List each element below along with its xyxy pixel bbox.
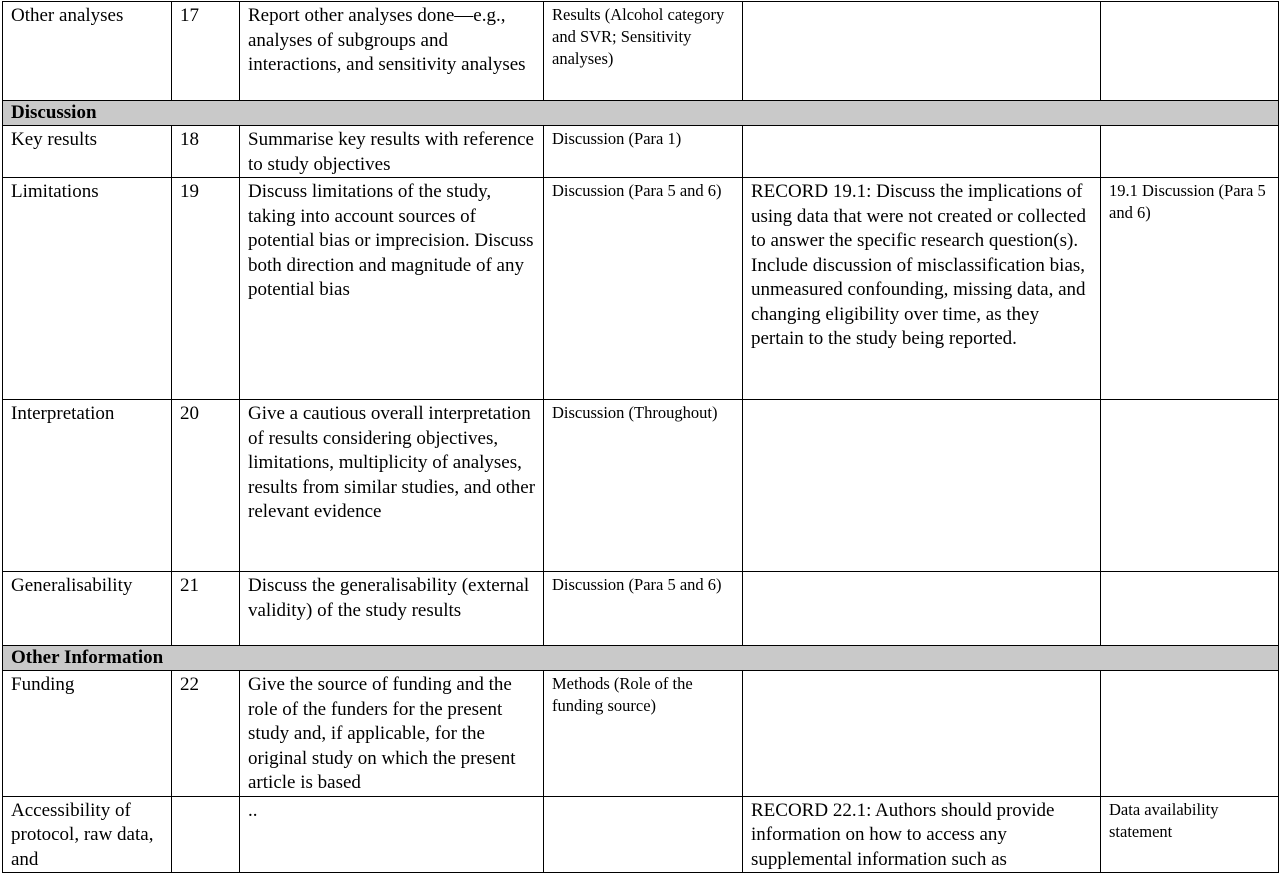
record-item-cell: RECORD 22.1: Authors should provide information on how to access any supplemental information such as	[743, 796, 1101, 873]
table-row	[3, 572, 1279, 646]
record-location-cell	[1101, 671, 1279, 797]
topic-cell: Interpretation	[3, 400, 172, 572]
recommendation-cell: Discuss limitations of the study, taking into account sources of potential bias or imprecision. Discuss both direction and magnitude of any potential bias	[240, 178, 544, 400]
topic-cell: Accessibility of protocol, raw data, and	[3, 796, 172, 873]
topic-cell: Key results	[3, 126, 172, 178]
record-item-cell	[743, 572, 1101, 646]
table-row	[3, 126, 1279, 178]
record-location-cell	[1101, 126, 1279, 178]
recommendation-cell: Discuss the generalisability (external validity) of the study results	[240, 572, 544, 646]
topic-cell: Funding	[3, 671, 172, 797]
record-item-cell	[743, 2, 1101, 101]
table-row	[3, 400, 1279, 572]
topic-cell: Limitations	[3, 178, 172, 400]
table-row	[3, 671, 1279, 797]
recommendation-cell: Summarise key results with reference to study objectives	[240, 126, 544, 178]
record-item-cell: RECORD 19.1: Discuss the implications of using data that were not created or collected to answer the specific research question(s). Include discussion of misclassification bias, unmeasured confounding, missing data, and changing eligibility over time, as they pertain to the study being reported.	[743, 178, 1101, 400]
table-row	[3, 178, 1279, 400]
topic-cell: Other analyses	[3, 2, 172, 101]
recommendation-cell: Give a cautious overall interpretation of results considering objectives, limitations, multiplicity of analyses, results from similar studies, and other relevant evidence	[240, 400, 544, 572]
item-number-cell: 17	[172, 2, 240, 101]
recommendation-cell: ..	[240, 796, 544, 873]
item-number-cell: 19	[172, 178, 240, 400]
location-cell: Discussion (Para 1)	[544, 126, 743, 178]
table-row	[3, 796, 1279, 873]
location-cell: Discussion (Throughout)	[544, 400, 743, 572]
section-title: Discussion	[3, 101, 1279, 126]
checklist-table	[2, 1, 1279, 873]
section-title: Other Information	[3, 646, 1279, 671]
topic-cell: Generalisability	[3, 572, 172, 646]
location-cell: Methods (Role of the funding source)	[544, 671, 743, 797]
record-location-cell	[1101, 400, 1279, 572]
record-item-cell	[743, 671, 1101, 797]
record-item-cell	[743, 126, 1101, 178]
section-header-row	[3, 646, 1279, 671]
table-row	[3, 2, 1279, 101]
location-cell: Discussion (Para 5 and 6)	[544, 178, 743, 400]
location-cell: Results (Alcohol category and SVR; Sensitivity analyses)	[544, 2, 743, 101]
location-cell	[544, 796, 743, 873]
item-number-cell	[172, 796, 240, 873]
item-number-cell: 18	[172, 126, 240, 178]
item-number-cell: 20	[172, 400, 240, 572]
record-item-cell	[743, 400, 1101, 572]
record-location-cell: Data availability statement	[1101, 796, 1279, 873]
section-header-row	[3, 101, 1279, 126]
item-number-cell: 21	[172, 572, 240, 646]
record-location-cell: 19.1 Discussion (Para 5 and 6)	[1101, 178, 1279, 400]
recommendation-cell: Report other analyses done—e.g., analyses of subgroups and interactions, and sensitivity analyses	[240, 2, 544, 101]
location-cell: Discussion (Para 5 and 6)	[544, 572, 743, 646]
record-location-cell	[1101, 2, 1279, 101]
record-location-cell	[1101, 572, 1279, 646]
item-number-cell: 22	[172, 671, 240, 797]
recommendation-cell: Give the source of funding and the role of the funders for the present study and, if applicable, for the original study on which the present article is based	[240, 671, 544, 797]
